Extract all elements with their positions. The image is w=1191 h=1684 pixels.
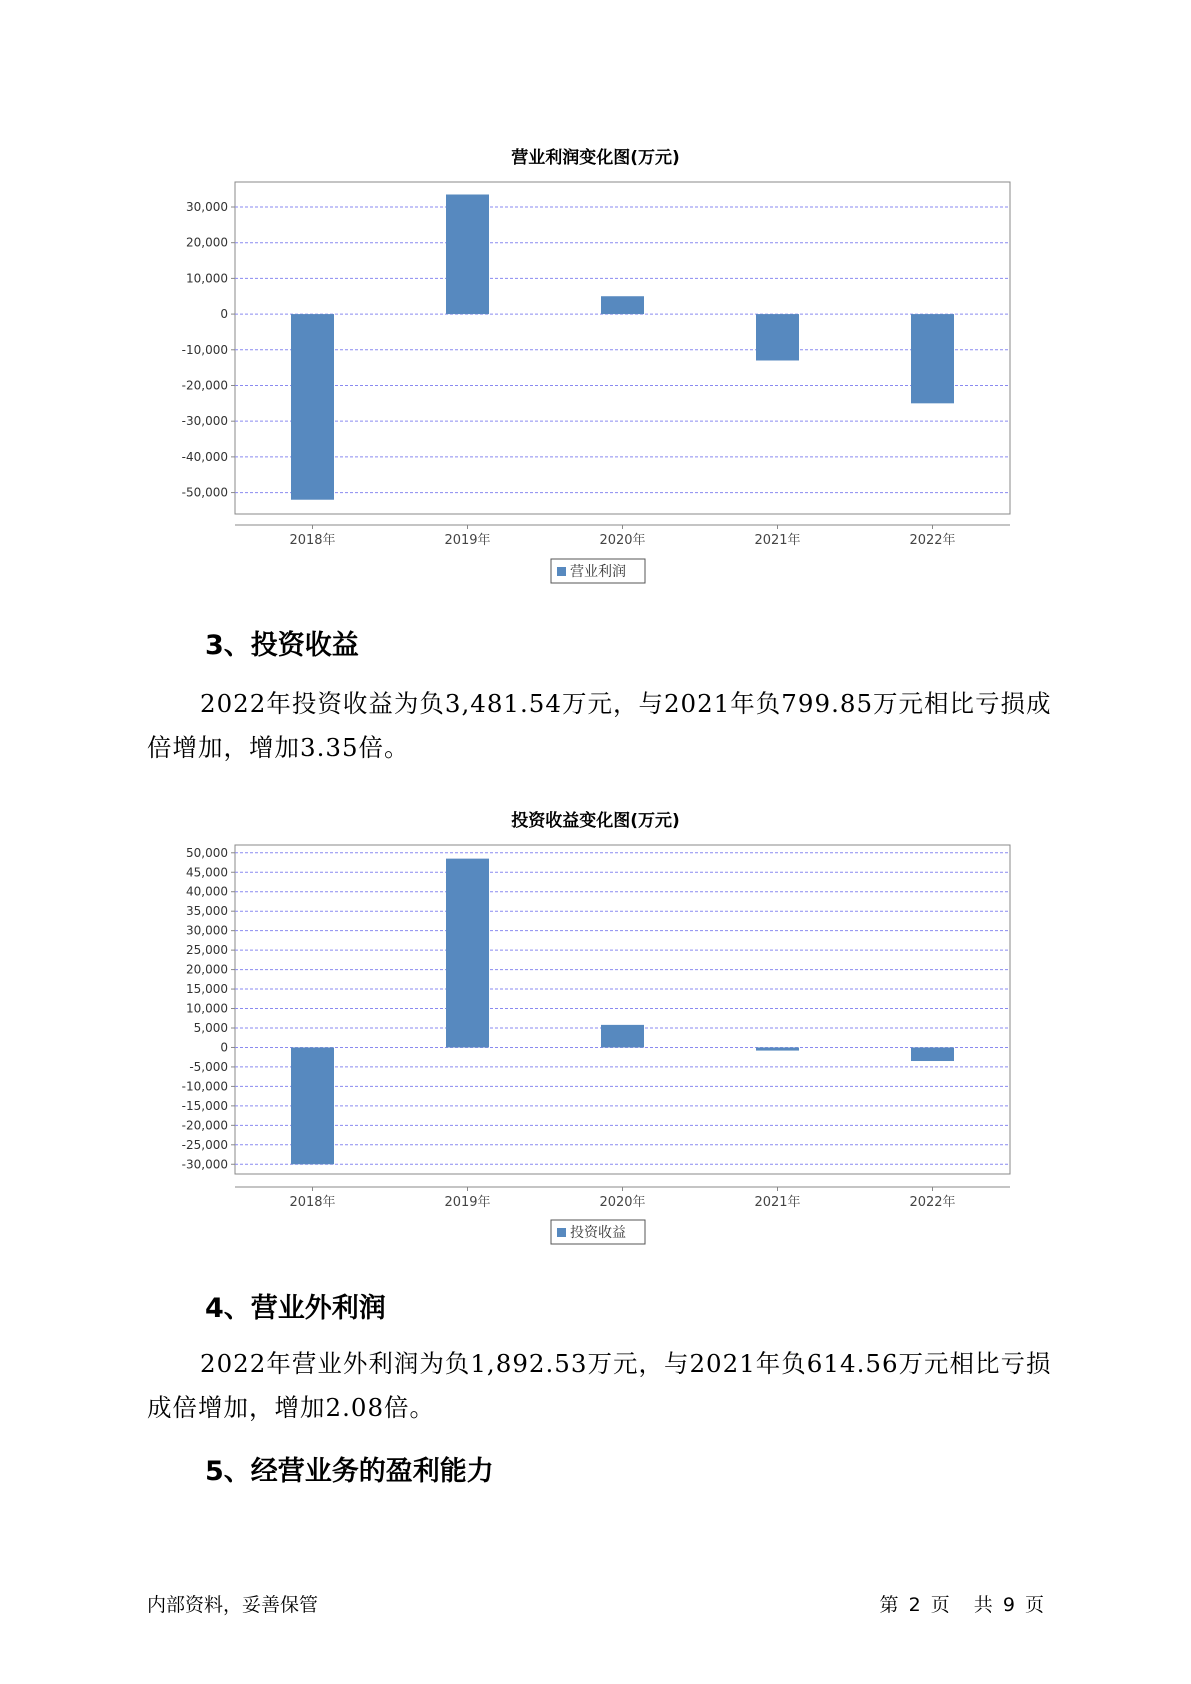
page-total: 9	[1002, 1594, 1015, 1616]
y-tick-label: -10,000	[181, 342, 228, 357]
y-tick-label: -10,000	[181, 1079, 228, 1094]
paragraph-non-operating-profit: 2022年营业外利润为负1,892.53万元，与2021年负614.56万元相比亏损成倍增加，增加2.08倍。	[147, 1349, 1052, 1422]
legend-swatch	[557, 1228, 566, 1237]
y-tick-label: 5,000	[193, 1020, 228, 1035]
y-tick-label: 30,000	[186, 923, 228, 938]
y-tick-label: 10,000	[186, 1001, 228, 1016]
section-heading-profitability: 5、经营业务的盈利能力	[205, 1456, 494, 1487]
y-tick-label: 30,000	[186, 199, 228, 214]
page-total-prefix: 共	[973, 1594, 993, 1616]
y-tick-label: 10,000	[186, 271, 228, 286]
x-tick-label: 2019年	[444, 1195, 491, 1210]
bar	[446, 859, 489, 1048]
x-tick-label: 2018年	[289, 1195, 336, 1210]
y-tick-label: 20,000	[186, 235, 228, 250]
y-tick-label: -5,000	[189, 1059, 228, 1074]
x-tick-label: 2022年	[909, 1195, 956, 1210]
y-tick-label: 25,000	[186, 943, 228, 958]
y-tick-label: 15,000	[186, 982, 228, 997]
y-tick-label: -20,000	[181, 378, 228, 393]
x-tick-label: 2020年	[599, 533, 646, 548]
bar	[756, 1047, 799, 1050]
plot-area	[235, 845, 1010, 1174]
legend-label: 投资收益	[570, 1225, 626, 1241]
bar	[601, 1025, 644, 1048]
y-tick-label: -30,000	[181, 1157, 228, 1172]
x-tick-label: 2022年	[909, 533, 956, 548]
y-tick-label: -15,000	[181, 1098, 228, 1113]
chart-title-operating-profit: 营业利润变化图(万元)	[511, 148, 680, 168]
y-tick-label: 45,000	[186, 865, 228, 880]
y-tick-label: 35,000	[186, 904, 228, 919]
paragraph-investment-income: 2022年投资收益为负3,481.54万元，与2021年负799.85万元相比亏损成倍增加，增加3.35倍。	[147, 689, 1052, 762]
x-tick-label: 2021年	[754, 533, 801, 548]
y-tick-label: -20,000	[181, 1118, 228, 1133]
section-heading-investment-income: 3、投资收益	[205, 630, 359, 661]
footer-confidential-note: 内部资料，妥善保管	[147, 1594, 319, 1616]
page-current: 2	[908, 1594, 921, 1616]
y-tick-label: 20,000	[186, 962, 228, 977]
x-tick-label: 2019年	[444, 533, 491, 548]
legend-label: 营业利润	[570, 564, 626, 580]
y-tick-label: 40,000	[186, 884, 228, 899]
y-tick-label: -50,000	[181, 485, 228, 500]
y-tick-label: 0	[220, 1040, 228, 1055]
bar	[291, 1047, 334, 1164]
page-mid: 页	[930, 1594, 950, 1616]
page-number	[876, 1590, 1044, 1617]
chart-title-investment-income: 投资收益变化图(万元)	[511, 811, 680, 831]
page-suffix: 页	[1024, 1594, 1044, 1616]
x-tick-label: 2020年	[599, 1195, 646, 1210]
x-tick-label: 2021年	[754, 1195, 801, 1210]
y-tick-label: -25,000	[181, 1137, 228, 1152]
section-heading-non-operating-profit: 4、营业外利润	[205, 1293, 386, 1324]
y-tick-label: -30,000	[181, 414, 228, 429]
y-tick-label: 50,000	[186, 845, 228, 860]
legend	[551, 1220, 645, 1244]
y-tick-label: 0	[220, 307, 228, 322]
bar	[911, 1047, 954, 1061]
x-tick-label: 2018年	[289, 533, 336, 548]
y-tick-label: -40,000	[181, 449, 228, 464]
page-prefix: 第	[879, 1594, 899, 1616]
